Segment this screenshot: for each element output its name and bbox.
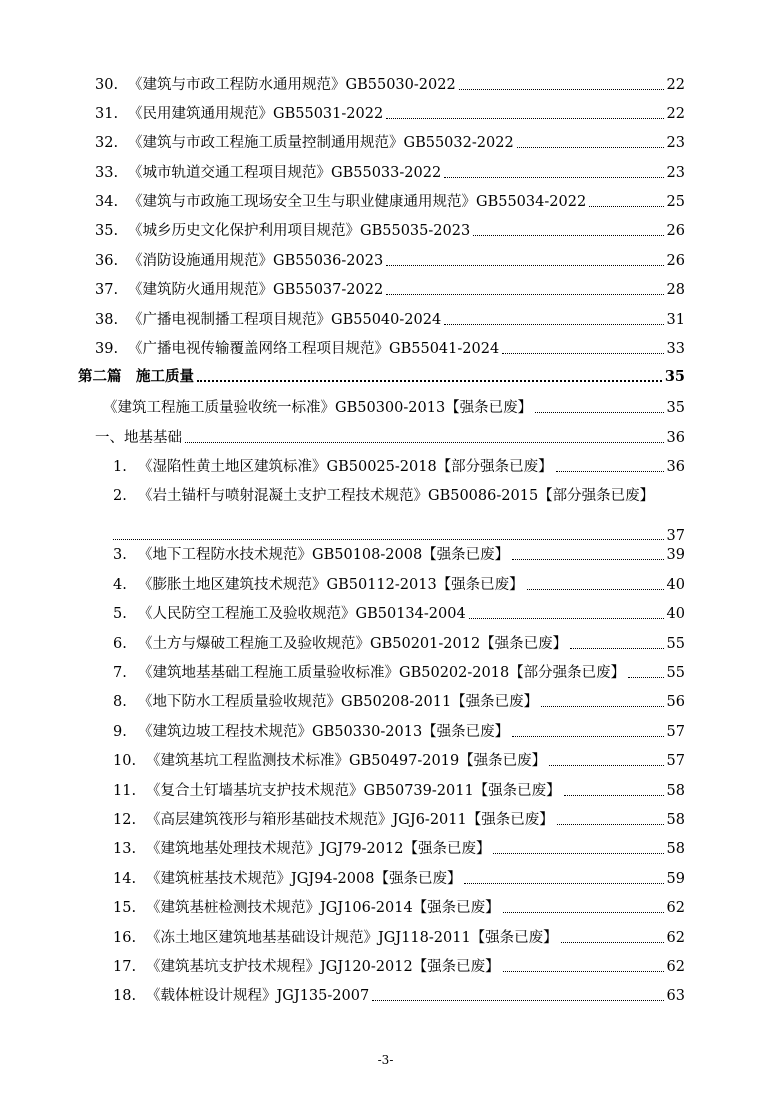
toc-entry[interactable]	[113, 782, 685, 800]
toc-entry[interactable]	[113, 870, 685, 888]
dot-leader	[512, 559, 663, 560]
entry-number: 17.	[113, 959, 137, 975]
entry-number: 35.	[95, 223, 119, 239]
dot-leader	[564, 795, 664, 796]
entry-number: 34.	[95, 194, 119, 210]
dot-leader	[386, 265, 663, 266]
entry-number: 10.	[113, 753, 137, 769]
entry-number: 33.	[95, 165, 119, 181]
entry-page: 55	[666, 636, 685, 652]
dot-leader	[541, 706, 663, 707]
entry-title: 《建筑与市政施工现场安全卫生与职业健康通用规范》GB55034-2022	[128, 194, 587, 210]
dot-leader	[589, 206, 663, 207]
dot-leader	[570, 648, 663, 649]
entry-page: 23	[666, 165, 685, 181]
toc-entry[interactable]	[95, 105, 685, 123]
entry-number: 32.	[95, 135, 119, 151]
entry-title: 《建筑防火通用规范》GB55037-2022	[128, 282, 384, 298]
entry-title: 《建筑桩基技术规范》JGJ94-2008【强条已废】	[146, 871, 462, 887]
dot-leader	[386, 294, 663, 295]
entry-page: 31	[666, 312, 685, 328]
entry-page: 26	[666, 223, 685, 239]
entry-number: 15.	[113, 900, 137, 916]
dot-leader	[444, 177, 663, 178]
entry-title: 《民用建筑通用规范》GB55031-2022	[128, 106, 384, 122]
entry-title: 《土方与爆破工程施工及验收规范》GB50201-2012【强条已废】	[138, 636, 568, 652]
dot-leader	[512, 736, 663, 737]
entry-page: 58	[666, 783, 685, 799]
entry-page: 63	[666, 988, 685, 1004]
entry-title: 《湿陷性黄土地区建筑标准》GB50025-2018【部分强条已废】	[138, 459, 553, 475]
part-title: 第二篇 施工质量	[78, 368, 194, 385]
entry-title: 《建筑工程施工质量验收统一标准》GB50300-2013【强条已废】	[103, 400, 533, 416]
entry-number: 5.	[113, 606, 127, 622]
dot-leader	[469, 618, 664, 619]
toc-entry-continuation[interactable]	[113, 526, 685, 544]
entry-title: 《膨胀土地区建筑技术规范》GB50112-2013【强条已废】	[138, 577, 524, 593]
entry-title: 《城市轨道交通工程项目规范》GB55033-2022	[128, 165, 442, 181]
entry-title: 《人民防空工程施工及验收规范》GB50134-2004	[138, 606, 466, 622]
entry-number: 31.	[95, 106, 119, 122]
entry-number: 16.	[113, 930, 137, 946]
entry-page: 39	[666, 547, 685, 563]
entry-page: 33	[666, 341, 685, 357]
entry-page: 35	[664, 368, 685, 385]
section-title: 一、地基基础	[95, 430, 182, 446]
toc-entry[interactable]	[95, 252, 685, 270]
toc-entry[interactable]	[103, 399, 685, 417]
dot-leader	[444, 324, 663, 325]
entry-title: 《建筑与市政工程防水通用规范》GB55030-2022	[128, 77, 456, 93]
entry-page: 62	[666, 959, 685, 975]
dot-leader	[493, 853, 663, 854]
entry-title: 《高层建筑筏形与箱形基础技术规范》JGJ6-2011【强条已废】	[146, 812, 554, 828]
dot-leader	[549, 765, 663, 766]
toc-entry[interactable]	[95, 222, 685, 240]
dot-leader	[386, 118, 663, 119]
dot-leader	[527, 589, 664, 590]
toc-part-heading[interactable]	[78, 368, 685, 386]
dot-leader	[557, 824, 664, 825]
entry-number: 12.	[113, 812, 137, 828]
dot-leader	[503, 912, 664, 913]
entry-page: 26	[666, 253, 685, 269]
dot-leader	[503, 971, 664, 972]
entry-number: 36.	[95, 253, 119, 269]
entry-number: 11.	[113, 783, 137, 799]
entry-title: 《建筑基坑支护技术规程》JGJ120-2012【强条已废】	[146, 959, 500, 975]
entry-page: 35	[666, 400, 685, 416]
dot-leader	[561, 942, 664, 943]
entry-title: 《复合土钉墙基坑支护技术规范》GB50739-2011【强条已废】	[146, 783, 561, 799]
dot-leader	[185, 442, 664, 443]
entry-title: 《建筑地基基础工程施工质量验收标准》GB50202-2018【部分强条已废】	[138, 665, 626, 681]
toc-entry[interactable]	[95, 134, 685, 152]
toc-entry[interactable]	[113, 546, 685, 564]
entry-title: 《地下防水工程质量验收规范》GB50208-2011【强条已废】	[138, 694, 539, 710]
toc-entry[interactable]	[113, 605, 685, 623]
entry-page: 57	[666, 753, 685, 769]
entry-number: 14.	[113, 871, 137, 887]
entry-page: 58	[666, 812, 685, 828]
entry-title: 《岩土锚杆与喷射混凝土支护工程技术规范》GB50086-2015【部分强条已废】	[138, 488, 655, 504]
entry-number: 8.	[113, 694, 127, 710]
entry-page: 25	[666, 194, 685, 210]
entry-number: 37.	[95, 282, 119, 298]
entry-page: 40	[666, 606, 685, 622]
entry-title: 《广播电视制播工程项目规范》GB55040-2024	[128, 312, 442, 328]
entry-title: 《冻土地区建筑地基基础设计规范》JGJ118-2011【强条已废】	[146, 930, 558, 946]
entry-number: 3.	[113, 547, 127, 563]
dot-leader	[628, 677, 663, 678]
toc-entry[interactable]	[113, 635, 685, 653]
dot-leader	[459, 89, 664, 90]
dot-leader	[517, 147, 664, 148]
entry-title: 《城乡历史文化保护利用项目规范》GB55035-2023	[128, 223, 471, 239]
entry-page: 57	[666, 724, 685, 740]
entry-title: 《建筑与市政工程施工质量控制通用规范》GB55032-2022	[128, 135, 514, 151]
page-number-footer: -3-	[377, 1053, 394, 1067]
entry-page: 23	[666, 135, 685, 151]
dot-leader	[464, 883, 663, 884]
entry-page: 22	[666, 106, 685, 122]
toc-entry[interactable]	[95, 193, 685, 211]
toc-entry[interactable]	[113, 576, 685, 594]
entry-page: 62	[666, 930, 685, 946]
entry-number: 18.	[113, 988, 137, 1004]
dot-leader	[556, 471, 664, 472]
entry-number: 2.	[113, 488, 127, 504]
entry-number: 4.	[113, 577, 127, 593]
entry-page: 36	[666, 459, 685, 475]
dot-leader	[502, 353, 663, 354]
toc-entry[interactable]	[113, 752, 685, 770]
toc-entry[interactable]	[113, 987, 685, 1005]
toc-entry[interactable]	[95, 164, 685, 182]
toc-entry[interactable]	[113, 664, 685, 682]
entry-page: 22	[666, 77, 685, 93]
entry-page: 37	[666, 528, 685, 544]
entry-number: 1.	[113, 459, 127, 475]
entry-title: 《建筑基桩检测技术规范》JGJ106-2014【强条已废】	[146, 900, 500, 916]
entry-page: 40	[666, 577, 685, 593]
entry-page: 62	[666, 900, 685, 916]
dot-leader	[113, 539, 664, 540]
toc-section-heading[interactable]	[95, 429, 685, 447]
dot-leader	[473, 235, 663, 236]
entry-number: 9.	[113, 724, 127, 740]
toc-entry[interactable]	[113, 723, 685, 741]
entry-number: 6.	[113, 636, 127, 652]
dot-leader	[197, 380, 662, 382]
toc-entry[interactable]	[113, 929, 685, 947]
toc-entry[interactable]	[113, 487, 685, 505]
toc-entry[interactable]	[113, 693, 685, 711]
toc-entry[interactable]	[113, 958, 685, 976]
toc-entry[interactable]	[113, 811, 685, 829]
entry-page: 59	[666, 871, 685, 887]
entry-title: 《建筑基坑工程监测技术标准》GB50497-2019【强条已废】	[146, 753, 547, 769]
entry-title: 《建筑地基处理技术规范》JGJ79-2012【强条已废】	[146, 841, 491, 857]
toc-entry[interactable]	[113, 458, 685, 476]
entry-number: 7.	[113, 665, 127, 681]
entry-page: 28	[666, 282, 685, 298]
entry-title: 《消防设施通用规范》GB55036-2023	[128, 253, 384, 269]
dot-leader	[535, 412, 663, 413]
entry-title: 《建筑边坡工程技术规范》GB50330-2013【强条已废】	[138, 724, 510, 740]
toc-entry[interactable]	[95, 311, 685, 329]
entry-title: 《广播电视传输覆盖网络工程项目规范》GB55041-2024	[128, 341, 500, 357]
toc-entry[interactable]	[95, 76, 685, 94]
entry-number: 38.	[95, 312, 119, 328]
entry-number: 39.	[95, 341, 119, 357]
entry-page: 58	[666, 841, 685, 857]
entry-number: 13.	[113, 841, 137, 857]
toc-entry[interactable]	[113, 899, 685, 917]
entry-page: 36	[666, 430, 685, 446]
toc-entry[interactable]	[113, 840, 685, 858]
entry-page: 55	[666, 665, 685, 681]
toc-entry[interactable]	[95, 281, 685, 299]
entry-title: 《载体桩设计规程》JGJ135-2007	[146, 988, 370, 1004]
dot-leader	[372, 1000, 663, 1001]
entry-number: 30.	[95, 77, 119, 93]
entry-title: 《地下工程防水技术规范》GB50108-2008【强条已废】	[138, 547, 510, 563]
entry-page: 56	[666, 694, 685, 710]
toc-entry[interactable]	[95, 340, 685, 358]
